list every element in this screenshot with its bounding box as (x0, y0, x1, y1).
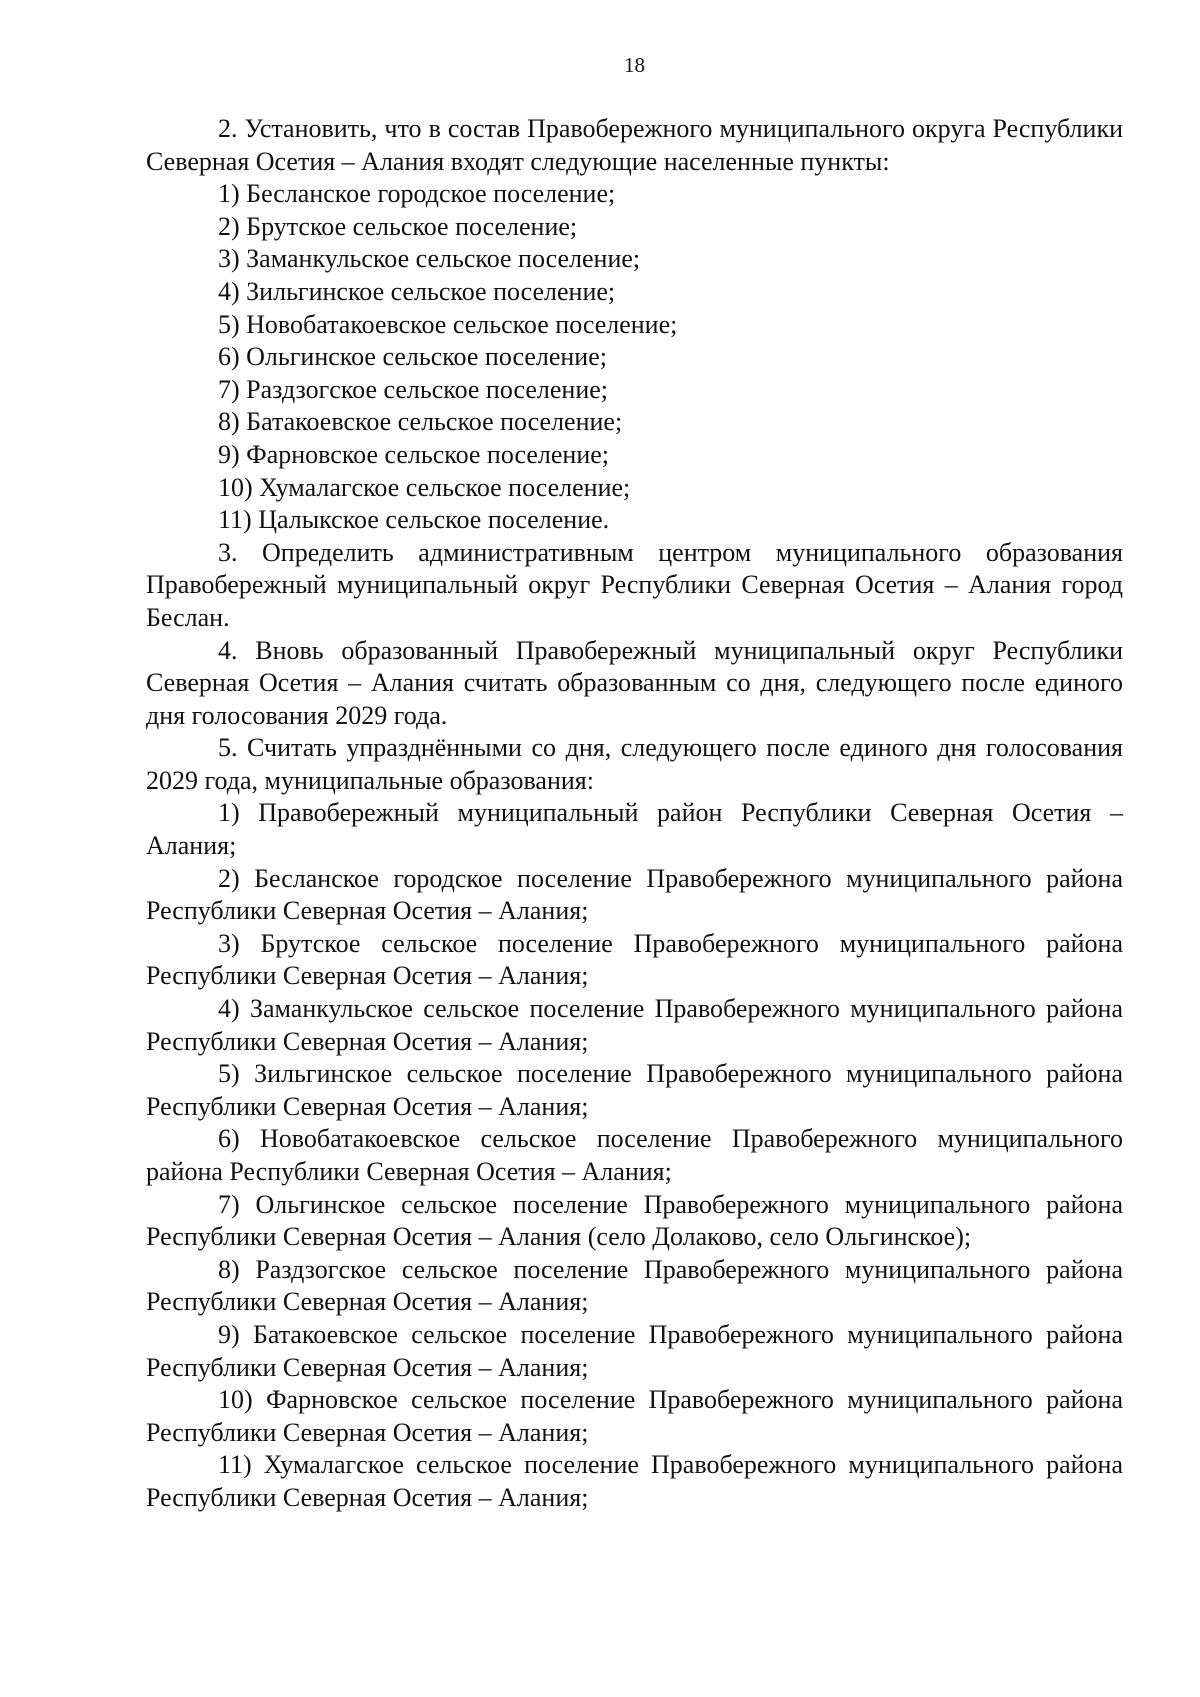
paragraph: 6) Новобатакоевское сельское поселение Правобережного муниципального района Республики Северная Осетия – Алания; (146, 1124, 1123, 1186)
paragraph: 11) Хумалагское сельское поселение Правобережного муниципального района Республики Северная Осетия – Алания; (146, 1450, 1123, 1512)
list-item: 4) Зильгинское сельское поселение; (218, 276, 616, 306)
list-item: 3) Заманкульское сельское поселение; (218, 244, 641, 274)
paragraph: 3. Определить административным центром муниципального образования Правобережный муниципальный округ Республики Северная Осетия – Алания город Беслан. (146, 537, 1123, 632)
list-item: 9) Фарновское сельское поселение; (218, 439, 609, 469)
paragraph: 9) Батакоевское сельское поселение Правобережного муниципального района Республики Северная Осетия – Алания; (146, 1319, 1123, 1382)
page-number: 18 (624, 53, 645, 77)
document-page (146, 0, 1123, 1697)
paragraph: 8) Раздзогское сельское поселение Правобережного муниципального района Республики Северная Осетия – Алания; (146, 1254, 1123, 1317)
list-item: 7) Раздзогское сельское поселение; (218, 374, 608, 404)
paragraph: 2) Бесланское городское поселение Правобережного муниципального района Республики Северная Осетия – Алания; (146, 863, 1123, 926)
paragraph: 10) Фарновское сельское поселение Правобережного муниципального района Республики Северная Осетия – Алания; (146, 1385, 1123, 1447)
list-item: 5) Новобатакоевское сельское поселение; (218, 309, 678, 339)
paragraph: 5) Зильгинское сельское поселение Правобережного муниципального района Республики Северная Осетия – Алания; (146, 1059, 1123, 1121)
paragraph: 3) Брутское сельское поселение Правобережного муниципального района Республики Северная Осетия – Алания; (146, 928, 1123, 991)
document-body (146, 113, 1123, 1515)
list-item: 2) Брутское сельское поселение; (218, 211, 578, 241)
list-item: 10) Хумалагское сельское поселение; (218, 472, 631, 502)
list-item: 11) Цалыкское сельское поселение. (218, 505, 610, 535)
list-item: 6) Ольгинское сельское поселение; (218, 342, 607, 372)
paragraph: 7) Ольгинское сельское поселение Правобережного муниципального района Республики Северная Осетия – Алания (село Долаково, село Ольгинское); (146, 1189, 1123, 1252)
list-item: 8) Батакоевское сельское поселение; (218, 407, 623, 437)
list-item: 1) Бесланское городское поселение; (218, 179, 616, 209)
paragraph: 1) Правобережный муниципальный район Республики Северная Осетия – Алания; (146, 798, 1123, 861)
paragraph: 5. Считать упразднёнными со дня, следующего после единого дня голосования 2029 года, муниципальные образования: (146, 733, 1123, 795)
paragraph: 4) Заманкульское сельское поселение Правобережного муниципального района Республики Северная Осетия – Алания; (146, 994, 1123, 1056)
paragraph: 4. Вновь образованный Правобережный муниципальный округ Республики Северная Осетия – Алания считать образованным со дня, следующего после единого дня голосования 2029 года. (146, 635, 1123, 730)
paragraph: 2. Установить, что в состав Правобережного муниципального округа Республики Северная Осетия – Алания входят следующие населенные пункты: (146, 114, 1123, 176)
